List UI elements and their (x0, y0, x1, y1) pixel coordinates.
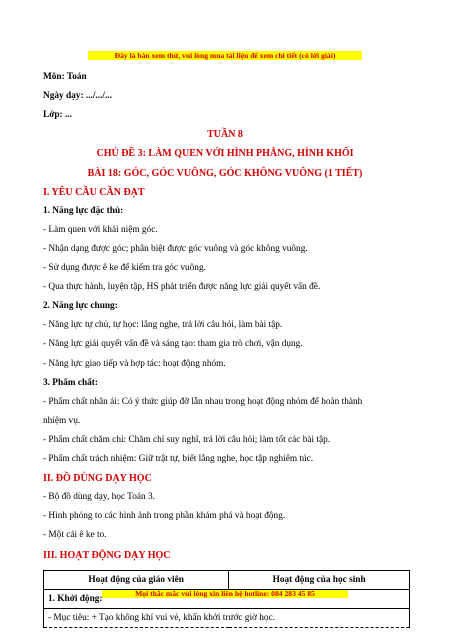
date-line: Ngày dạy: .../.../... (43, 91, 112, 102)
list-item: - Năng lực giải quyết vấn đề và sáng tạo: tham gia trò chơi, vận dụng. (43, 339, 303, 350)
subsection-qualities: 3. Phẩm chất: (43, 377, 99, 388)
list-item: - Năng lực tự chủ, tự học: lắng nghe, trả lời câu hỏi, làm bài tập. (43, 320, 283, 331)
lesson-title: BÀI 18: GÓC, GÓC VUÔNG, GÓC KHÔNG VUÔNG (1 TIẾT) (87, 167, 363, 179)
list-item: - Phẩm chất trách nhiệm: Giữ trật tự, biết lắng nghe, học tập nghiêm túc. (43, 454, 314, 464)
activity-table (43, 570, 410, 628)
list-item: - Bộ đồ dùng dạy, học Toán 3. (43, 492, 155, 503)
student-column-header: Hoạt động của học sinh (229, 570, 410, 589)
list-item: - Phẩm chất chăm chỉ: Chăm chỉ suy nghĩ, trả lời câu hỏi; làm tốt các bài tập. (43, 434, 331, 445)
week-title: TUẦN 8 (207, 129, 243, 141)
activity-goal-cell: - Mục tiêu: + Tạo không khí vui vẻ, khấn khởi trước giờ học. (44, 608, 410, 627)
list-item: - Phẩm chất nhân ái: Có ý thức giúp đỡ lẫn nhau trong hoạt động nhóm để hoàn thành (43, 396, 363, 407)
section-materials-heading: II. ĐỒ DÙNG DẠY HỌC (43, 473, 152, 485)
grade-line: Lớp: ... (43, 110, 72, 121)
list-item: - Hình phóng to các hình ảnh trong phần khám phá và hoạt động. (43, 511, 286, 522)
list-item: - Làm quen với khái niệm góc. (43, 224, 158, 235)
hotline-banner: Mọi thắc mắc vui lòng xin liên hệ hotline: 084 283 45 85 (102, 589, 348, 598)
list-item: - Sử dụng được ê ke để kiểm tra góc vuông. (43, 263, 206, 273)
teacher-column-header: Hoạt động của giáo viên (44, 570, 229, 589)
list-item: - Năng lực giao tiếp và hợp tác: hoạt động nhóm. (43, 358, 226, 369)
activity-title-cell: 1. Khởi động: (44, 589, 410, 608)
subsection-general-competence: 2. Năng lực chung: (43, 301, 118, 312)
topic-title: CHỦ ĐỀ 3: LÀM QUEN VỚI HÌNH PHẲNG, HÌNH KHỐI (96, 148, 354, 160)
preview-banner: Đây là bản xem thử, vui lòng mua tài liệu để xem chi tiết (có lời giải) (88, 51, 362, 60)
list-item: nhiệm vụ. (43, 415, 81, 426)
section-requirements-heading: I. YÊU CẦU CẦN ĐẠT (43, 186, 145, 198)
list-item: - Nhận dạng được góc; phân biệt được góc vuông và góc không vuông. (43, 243, 308, 254)
list-item: - Một cái ê ke to. (43, 530, 107, 541)
list-item: - Qua thực hành, luyện tập, HS phát triển được năng lực giải quyết vấn đề. (43, 282, 321, 293)
subsection-specific-competence: 1. Năng lực đặc thù: (43, 205, 124, 216)
subject-line: Môn: Toán (43, 72, 87, 82)
section-activities-heading: III. HOẠT ĐỘNG DẠY HỌC (43, 549, 171, 561)
